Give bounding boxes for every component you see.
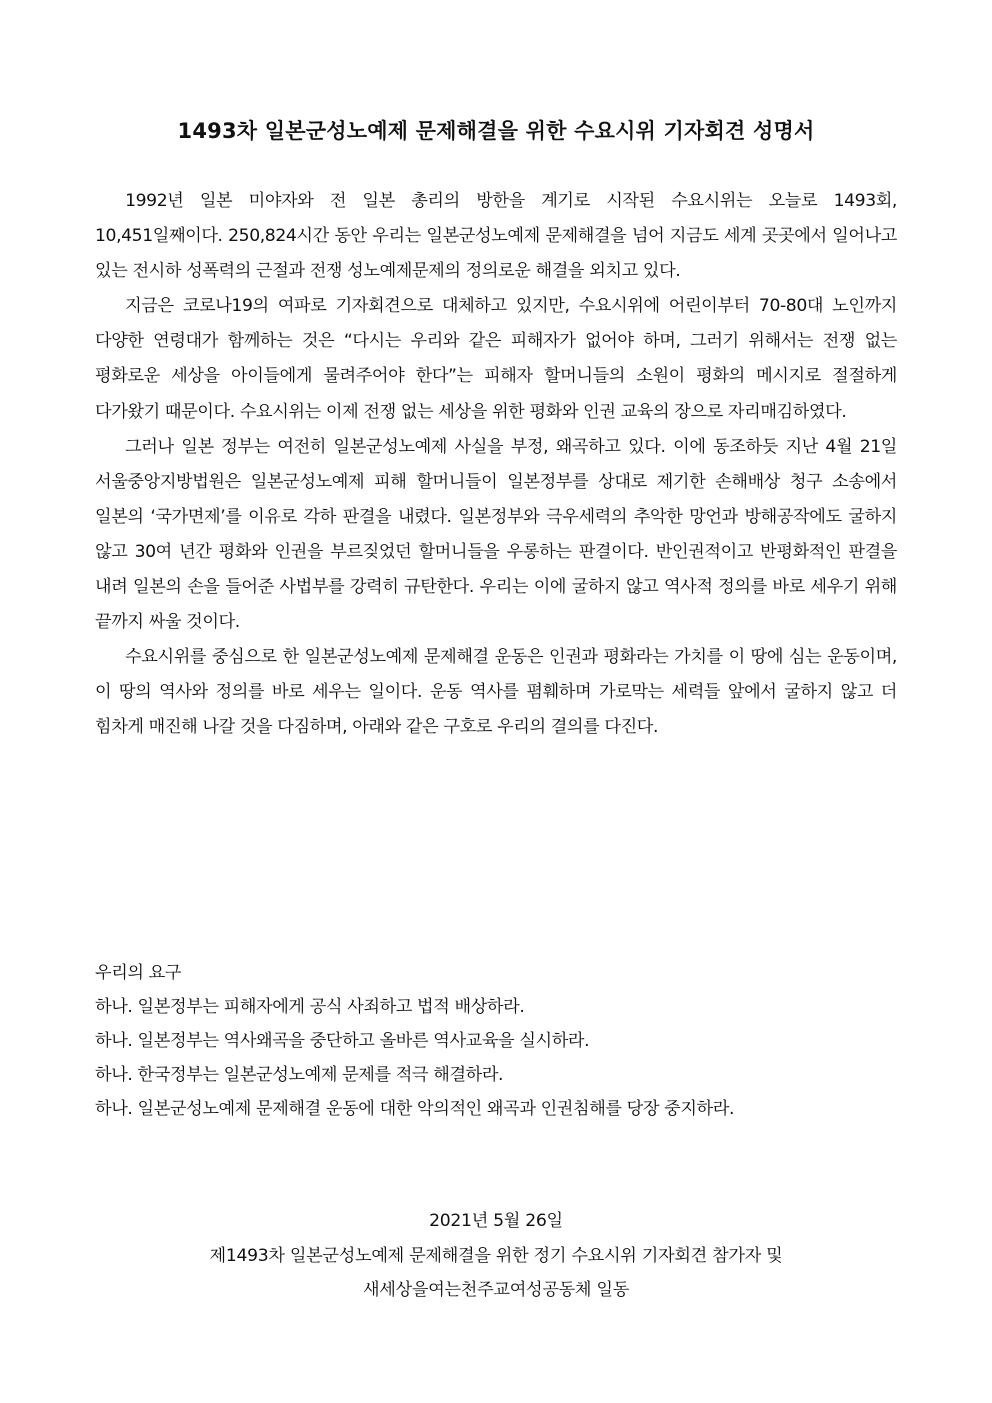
statement-body bbox=[95, 184, 897, 746]
signatory-line-2: 새세상을여는천주교여성공동체 일동 bbox=[362, 1280, 629, 1300]
demand-item-2: 하나. 일본정부는 역사왜곡을 중단하고 올바른 역사교육을 실시하라. bbox=[95, 1031, 590, 1051]
demand-item-1: 하나. 일본정부는 피해자에게 공식 사죄하고 법적 배상하라. bbox=[95, 997, 525, 1017]
paragraph-3: 그러나 일본 정부는 여전히 일본군성노예제 사실을 부정, 왜곡하고 있다. 이에 동조하듯 지난 4월 21일 서울중앙지방법원은 일본군성노예제 피해 할머니들이 일본정부를 상대로 제기한 손해배상 청구 소송에서 일본의 ‘국가면제’를 이유로 각하 판결을 내렸다. 일본정부와 극우세력의 추악한 망언과 방해공작에도 굴하지 않고 30여 년간 평화와 인권을 부르짖었던 할머니들을 우롱하는 판결이다. 반인권적이고 반평화적인 판결을 내려 일본의 손을 들어준 사법부를 강력히 규탄한다. 우리는 이에 굴하지 않고 역사적 정의를 바로 세우기 위해 끝까지 싸울 것이다. bbox=[95, 436, 897, 633]
demands-heading: 우리의 요구 bbox=[95, 963, 182, 983]
signature-block bbox=[0, 1204, 992, 1308]
statement-title: 1493차 일본군성노예제 문제해결을 위한 수요시위 기자회견 성명서 bbox=[177, 119, 815, 143]
paragraph-2: 지금은 코로나19의 여파로 기자회견으로 대체하고 있지만, 수요시위에 어린이부터 70-80대 노인까지 다양한 연령대가 함께하는 것은 “다시는 우리와 같은 피해자가 없어야 하며, 그러기 위해서는 전쟁 없는 평화로운 세상을 아이들에게 물려주어야 한다”는 피해자 할머니들의 소원이 평화의 메시지로 절절하게 다가왔기 때문이다. 수요시위는 이제 전쟁 없는 세상을 위한 평화와 인권 교육의 장으로 자리매김하였다. bbox=[95, 296, 897, 422]
demand-item-4: 하나. 일본군성노예제 문제해결 운동에 대한 악의적인 왜곡과 인권침해를 당장 중지하라. bbox=[95, 1099, 735, 1119]
signatory-line-1: 제1493차 일본군성노예제 문제해결을 위한 정기 수요시위 기자회견 참가자 및 bbox=[209, 1245, 783, 1266]
demands-section bbox=[95, 956, 905, 1126]
demand-item-3: 하나. 한국정부는 일본군성노예제 문제를 적극 해결하라. bbox=[95, 1065, 504, 1085]
paragraph-4: 수요시위를 중심으로 한 일본군성노예제 문제해결 운동은 인권과 평화라는 가치를 이 땅에 심는 운동이며, 이 땅의 역사와 정의를 바로 세우는 일이다. 운동 역사를 폄훼하며 가로막는 세력들 앞에서 굴하지 않고 더 힘차게 매진해 나갈 것을 다짐하며, 아래와 같은 구호로 우리의 결의를 다진다. bbox=[95, 647, 897, 738]
paragraph-1: 1992년 일본 미야자와 전 일본 총리의 방한을 계기로 시작된 수요시위는 오늘로 1493회, 10,451일째이다. 250,824시간 동안 우리는 일본군성노예제 문제해결을 넘어 지금도 세계 곳곳에서 일어나고 있는 전시하 성폭력의 근절과 전쟁 성노예제문제의 정의로운 해결을 외치고 있다. bbox=[95, 191, 897, 282]
statement-date: 2021년 5월 26일 bbox=[429, 1211, 563, 1231]
